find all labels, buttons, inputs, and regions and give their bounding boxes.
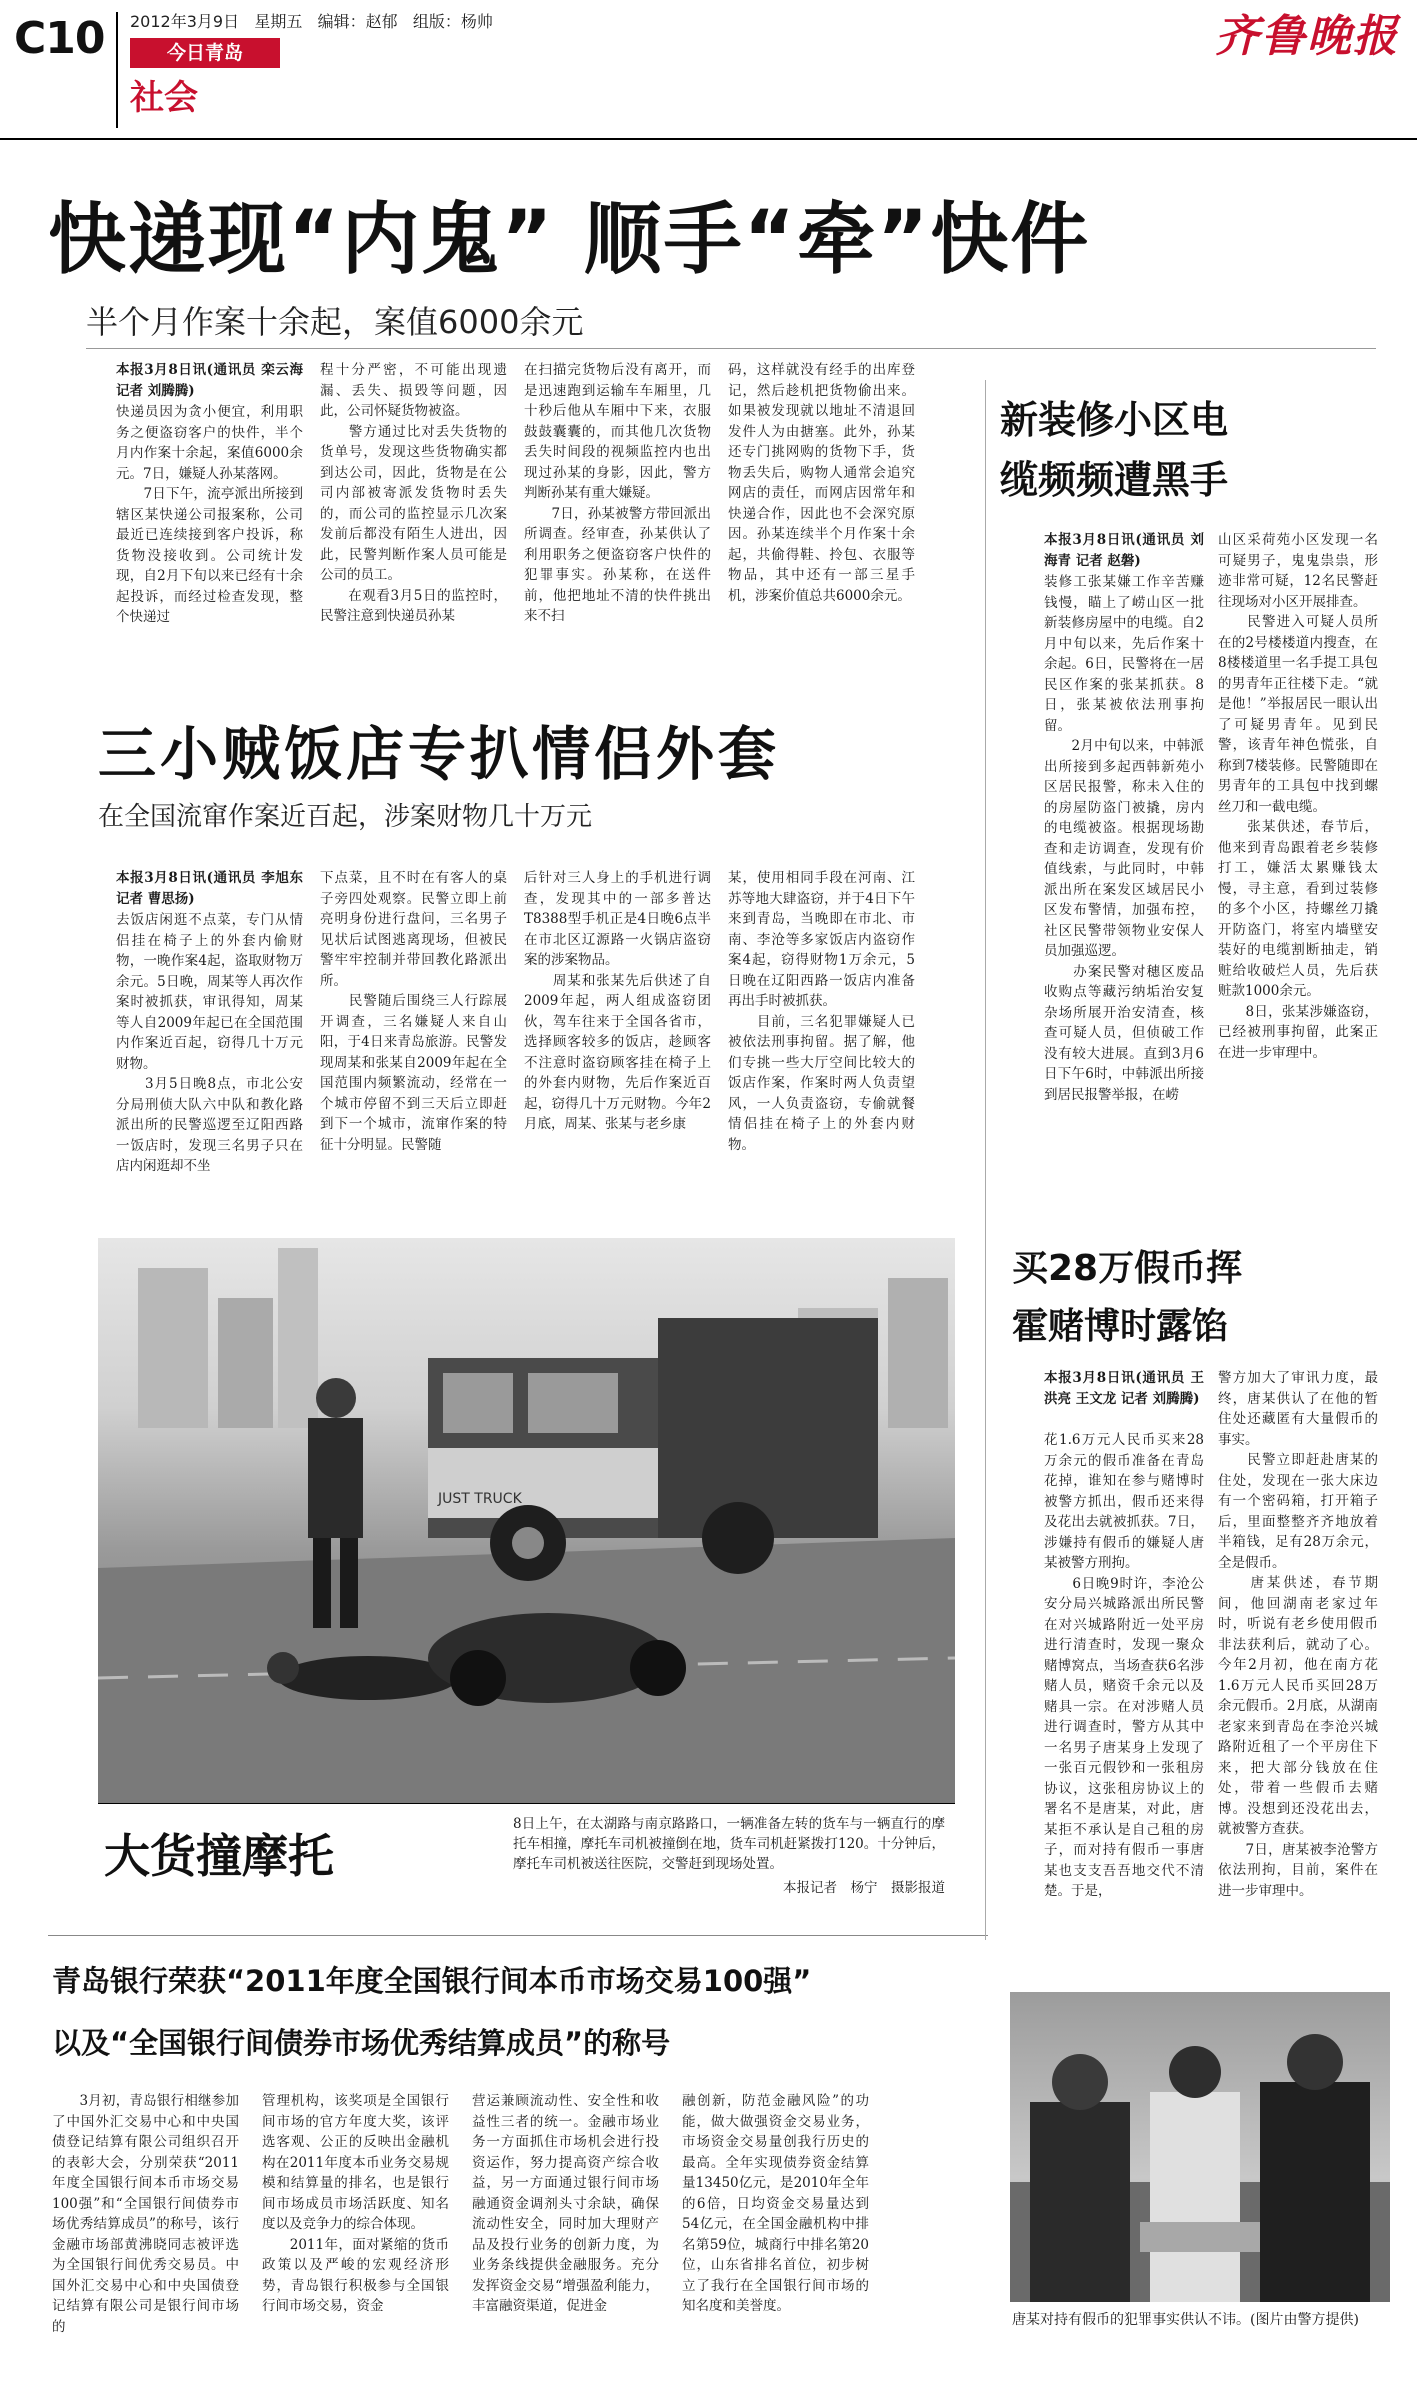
masthead-divider xyxy=(116,12,118,128)
newspaper-logo: 齐鲁晚报 xyxy=(1215,11,1399,62)
masthead-meta xyxy=(130,12,493,32)
photo-caption: 8日上午，在太湖路与南京路路口，一辆准备左转的货车与一辆直行的摩托车相撞，摩托车司机被撞倒在地，货车司机赶紧拨打120。十分钟后，摩托车司机被送往医院，交警赶到现场处置。 xyxy=(513,1816,945,1872)
headline-line-1: 青岛银行荣获“2011年度全国银行间本币市场交易100强” xyxy=(52,1964,812,1998)
accident-photo xyxy=(98,1238,955,1803)
photo-story-truck-crash xyxy=(98,1238,955,1913)
byline-text: 本报3月8日讯(通讯员 栾云海 记者 刘腾腾) xyxy=(116,362,303,399)
story-qingdao-bank xyxy=(0,1935,990,2395)
article-col-1: 装修工张某嫌工作辛苦赚钱慢，瞄上了崂山区一批新装修房屋中的电缆。自2月中旬以来，先后作案十余起。6日，民警将在一居民区作案的张某抓获。8日，张某被依法刑事拘留。 2月中旬以来，中韩派出所接到多起西韩新苑小区居民报警，称未入住的的房屋防盗门被撬，房内的电缆被盗。根据现场勘查和走访调查，发现有价值线索，与此同时，中韩派出所在案发区域居民小区发布警情，加强布控，社区民警带领物业安保人员加强巡逻。 办案民警对穗区废品收购点等藏污纳垢治安复杂场所展开治安清查，核查可疑人员，但侦破工作没有较大进展。直到3月6日下午6时，中韩派出所接到居民报警举报，在崂 xyxy=(1044,574,1204,1103)
subheadline: 半个月作案十余起，案值6000余元 xyxy=(86,303,584,341)
article-col-3: 在扫描完货物后没有离开，而是迅速跑到运输车车厢里，几十秒后他从车厢中下来，衣服鼓鼓囊囊的，而其他几次货物丢失时间段的视频监控内也出现过孙某的身影，因此，警方判断孙某有重大嫌疑。 7日，孙某被警方带回派出所调查。经审查，孙某供认了利用职务之便盗窃客户快件的犯罪事实。孙某称，在送件前，他把地址不清的快件挑出来不扫 xyxy=(524,362,711,624)
section-title: 社会 xyxy=(130,78,198,118)
story-restaurant-thieves xyxy=(80,700,980,1200)
byline: 本报3月8日讯(通讯员 李旭东 记者 曹思扬) xyxy=(116,870,303,907)
subheadline: 在全国流窜作案近百起，涉案财物几十万元 xyxy=(98,802,593,832)
byline: 本报3月8日讯(通讯员 刘海青 记者 赵磐) xyxy=(1044,532,1204,569)
headline: 新装修小区电缆频频遭黑手 xyxy=(1000,398,1229,502)
byline xyxy=(116,360,303,401)
issue-weekday: 星期五 xyxy=(254,12,303,31)
article-col-4: 融创新，防范金融风险”的功能，做大做强资金交易业务，市场资金交易量创我行历史的最高。全年实现债券资金结算量13450亿元，是2010年全年的6倍，日均资金交易量达到54亿元，在全国金融机构中排名第59位，城商行中排名第20位，山东省排名首位，初步树立了我行在全国银行间市场的知名度和美誉度。 xyxy=(682,2093,869,2314)
article-col-2: 管理机构，该奖项是全国银行间市场的官方年度大奖，该评选客观、公正的反映出金融机构在2011年度本币业务交易规模和结算量的排名，也是银行间市场成员市场活跃度、知名度以及竞争力的综合体现。 2011年，面对紧缩的货币政策以及严峻的宏观经济形势，青岛银行积极参与全国银行间市场交易，资金 xyxy=(262,2093,449,2314)
photo-credit: 本报记者 杨宁 摄影报道 xyxy=(783,1880,945,1896)
article-col-4: 某，使用相同手段在河南、江苏等地大肆盗窃，并于4日下午来到青岛，当晚即在市北、市南、李沧等多家饭店内盗窃作案4起，窃得财物1万余元，5日晚在辽阳西路一饭店内准备再出手时被抓获。 目前，三名犯罪嫌疑人已被依法刑事拘留。据了解，他们专挑一些大厅空间比较大的饭店作案，作案时两人负责望风，一人负责盗窃，专偷就餐情侣挂在椅子上的外套内财物。 xyxy=(728,870,915,1153)
article-col-3: 后针对三人身上的手机进行调查，发现其中的一部多普达T8388型手机正是4日晚6点半在市北区辽源路一火锅店盗窃案的涉案物品。 周某和张某先后供述了自2009年起，两人组成盗窃团伙，驾车往来于全国各省市，选择顾客较多的饭店，趁顾客不注意时盗窃顾客挂在椅子上的外套内财物，先后作案近百起，窃得几十万元财物。今年2月底，周某、张某与老乡康 xyxy=(524,870,711,1132)
editor-credit: 编辑：赵郁 xyxy=(317,12,398,31)
byline: 本报3月8日讯(通讯员 王洪亮 王文龙 记者 刘腾腾) xyxy=(1044,1370,1204,1407)
suspect-photo-caption: 唐某对持有假币的犯罪事实供认不讳。(图片由警方提供) xyxy=(1012,2312,1359,2328)
article-col-4: 码，这样就没有经手的出库登记，然后趁机把货物偷出来。如果被发现就以地址不清退回发件人为由搪塞。此外，孙某还专门挑网购的货物下手，货物丢失后，购物人通常会追究网店的责任，而网店因常年和快递合作，因此也不会深究原因。孙某连续半个月作案十余起，共偷得鞋、拎包、衣服等物品，其中还有一部三星手机，涉案价值总共6000余元。 xyxy=(728,362,915,604)
subhead-rule xyxy=(86,348,1376,349)
article-col-2: 警方加大了审讯力度，最终，唐某供认了在他的暂住处还藏匿有大量假币的事实。 民警立即赶赴唐某的住处，发现在一张大床边有一个密码箱，打开箱子后，里面整整齐齐地放着半箱钱，足有28万余元，全是假币。 唐某供述，春节期间，他回湖南老家过年时，听说有老乡使用假币非法获利后，就动了心。今年2月初，他在南方花1.6万元人民币买回28万余元假币。2月底，从湖南老家来到青岛在李沧兴城路附近租了一个平房住下来，把大部分钱放在住处，带着一些假币去赌博。没想到还没花出去，就被警方查获。 7日，唐某被李沧警方依法刑拘，目前，案件在进一步审理中。 xyxy=(1218,1370,1378,1899)
issue-date: 2012年3月9日 xyxy=(130,12,240,31)
photo-caption-box xyxy=(98,1803,955,1913)
article-col-1: 快递员因为贪小便宜，利用职务之便盗窃客户的快件，半个月内作案十余起，案值6000余元。7日，嫌疑人孙某落网。 7日下午，流亭派出所接到辖区某快递公司报案称，公司最近已连续接到客户投诉，称货物没接收到。公司统计发现，自2月下旬以来已经有十余起投诉，而经过检查发现，整个快递过 xyxy=(116,404,303,625)
article-col-2: 山区采荷苑小区发现一名可疑男子，鬼鬼祟祟，形迹非常可疑，12名民警赶往现场对小区开展排查。 民警进入可疑人员所在的2号楼楼道内搜查，在8楼楼道里一名手提工具包的男青年正往楼下走。“就是他！”举报居民一眼认出了可疑男青年。见到民警，该青年神色慌张，自称到7楼装修。民警随即在男青年的工具包中找到螺丝刀和一截电缆。 张某供述，春节后，他来到青岛跟着老乡装修打工，嫌活太累赚钱太慢，寻主意，看到过装修的多个小区，持螺丝刀撬开防盗门，将室内墙壁安装好的电缆割断抽走，销赃给收破烂人员，先后获赃款1000余元。 8日，张某涉嫌盗窃，已经被刑事拘留，此案正在进一步审理中。 xyxy=(1218,532,1378,1061)
masthead-rule xyxy=(0,138,1417,140)
story-counterfeit xyxy=(990,1240,1400,2390)
headline: 买28万假币挥霍赌博时露馅 xyxy=(1012,1248,1243,1347)
article-col-1: 3月初，青岛银行相继参加了中国外汇交易中心和中央国债登记结算有限公司组织召开的表彰大会，分别荣获“2011年度全国银行间本币市场交易100强”和“全国银行间债券市场优秀结算成员”的称号，该行金融市场部黄沸晓同志被评选为全国银行间优秀交易员。中国外汇交易中心和中央国债登记结算有限公司是银行间市场的 xyxy=(52,2093,239,2335)
page-number: C10 xyxy=(14,13,105,64)
photo-headline: 大货撞摩托 xyxy=(104,1829,334,1883)
article-col-3: 营运兼顾流动性、安全性和收益性三者的统一。金融市场业务一方面抓住市场机会进行投资运作，努力提高资产综合收益，另一方面通过银行间市场融通资金调剂头寸余缺，确保流动性安全，同时加大理财产品及投行业务的创新力度，为业务条线提供金融服务。充分发挥资金交易“增强盈利能力，丰富融资渠道，促进金 xyxy=(472,2093,659,2314)
article-col-1: 花1.6万元人民币买来28万余元的假币准备在青岛花掉，谁知在参与赌博时被警方抓出，假币还来得及花出去就被抓获。7日，涉嫌持有假币的嫌疑人唐某被警方刑拘。 6日晚9时许，李沧公安分局兴城路派出所民警在对兴城路附近一处平房进行清查时，发现一聚众赌博窝点，当场查获6名涉赌人员，赌资千余元以及赌具一宗。在对涉赌人员进行调查时，警方从其中一名男子唐某身上发现了一张百元假钞和一张租房协议，这张租房协议上的署名不是唐某，对此，唐某拒不承认是自己租的房子，而对持有假币一事唐某也支支吾吾地交代不清楚。于是， xyxy=(1044,1432,1204,1899)
photo-scene xyxy=(98,1238,955,1803)
story-top-rule xyxy=(48,1935,988,1936)
suspect-photo xyxy=(1010,1992,1390,2302)
headline: 快递现“内鬼” 顺手“牵”快件 xyxy=(48,195,1091,285)
article-col-2: 下点菜，且不时在有客人的桌子旁四处观察。民警立即上前亮明身份进行盘问，三名男子见状后试图逃离现场，但被民警牢牢控制并带回教化路派出所。 民警随后围绕三人行踪展开调查，三名嫌疑人来自山阳，于4日来青岛旅游。民警发现周某和张某自2009年起在全国范围内频繁流动，经常在一个城市停留不到三天后立即赶到下一个城市，流窜作案的特征十分明显。民警随 xyxy=(320,870,507,1153)
layout-credit: 组版：杨帅 xyxy=(412,12,493,31)
right-column-divider xyxy=(985,380,986,1940)
article-col-1: 去饭店闲逛不点菜，专门从情侣挂在椅子上的外套内偷财物，一晚作案4起，盗取财物万余元。5日晚，周某等人再次作案时被抓获，审讯得知，周某等人自2009年起已在全国范围内作案近百起，窃得几十万元财物。 3月5日晚8点，市北公安分局刑侦大队六中队和教化路派出所的民警巡逻至辽阳西路一饭店时，发现三名男子只在店内闲逛却不坐 xyxy=(116,912,303,1174)
truck-brand-text: JUST TRUCK xyxy=(438,1491,522,1507)
headline: 三小贼饭店专扒情侣外套 xyxy=(98,720,781,788)
article-col-2: 程十分严密，不可能出现遗漏、丢失、损毁等问题，因此，公司怀疑货物被盗。 警方通过比对丢失货物的货单号，发现这些货物确实都到达公司，因此，货物是在公司内部被寄派发货物时丢失的，而公司的监控显示几次案发前后都没有陌生人进出，因此，民警判断作案人员可能是公司的员工。 在观看3月5日的监控时，民警注意到快递员孙某 xyxy=(320,362,507,624)
section-tab: 今日青岛 xyxy=(130,38,280,68)
suspect-photo-scene xyxy=(1010,1992,1390,2302)
story-cable-theft xyxy=(990,380,1400,1260)
headline-line-2: 以及“全国银行间债券市场优秀结算成员”的称号 xyxy=(52,2026,671,2060)
masthead xyxy=(0,0,1417,135)
